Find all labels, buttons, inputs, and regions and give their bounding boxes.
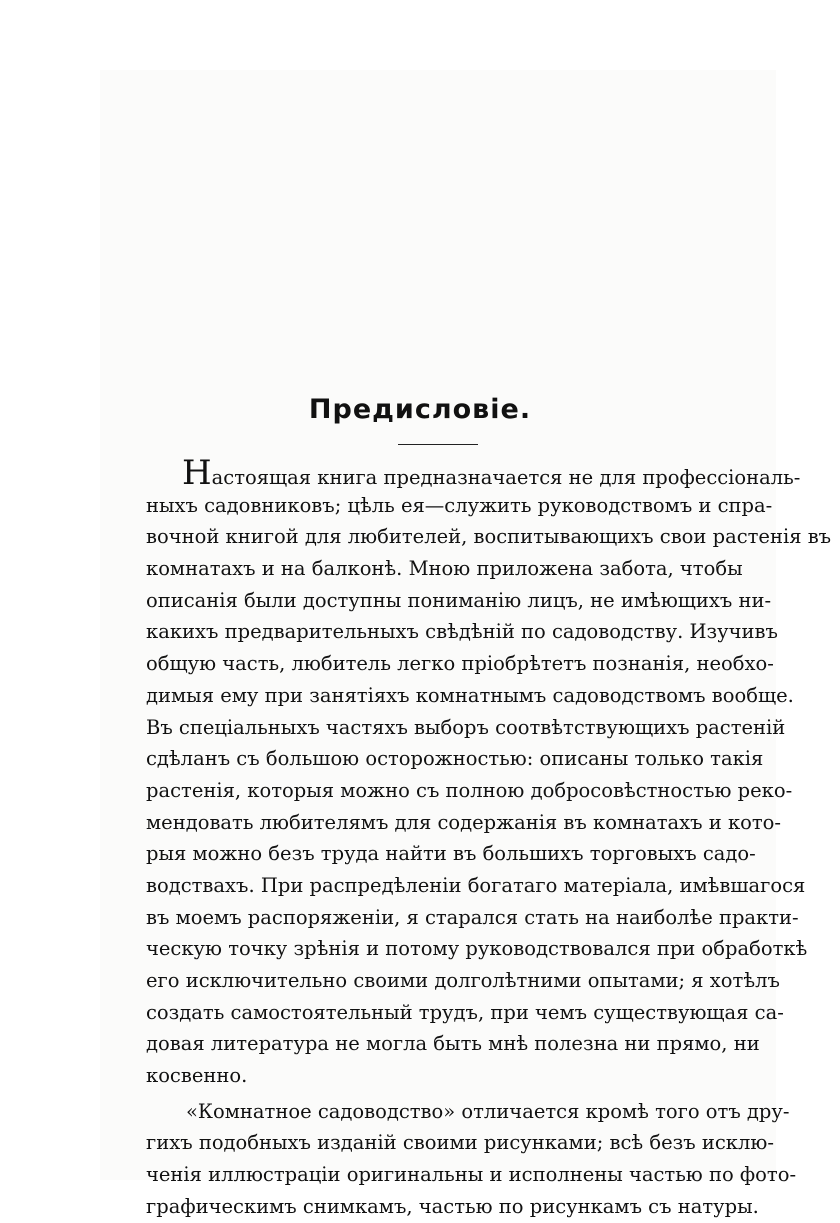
text-line: въ моемъ распоряженіи, я старался стать на наиболѣе практи- (146, 905, 799, 929)
text-line: Настоящая книга предназначается не для профессіональ- (182, 453, 801, 493)
text-line: Въ спеціальныхъ частяхъ выборъ соотвѣтствующихъ растеній (146, 715, 786, 739)
text-line: довая литература не могла быть мнѣ полезна ни прямо, ни (146, 1032, 760, 1056)
text-line: водствахъ. При распредѣленіи богатаго матеріала, имѣвшагося (146, 873, 806, 897)
text-line: димыя ему при занятіяхъ комнатнымъ садоводствомъ вообще. (146, 683, 794, 707)
title-divider (398, 444, 478, 445)
text-line: описанія были доступны пониманію лицъ, не имѣющихъ ни- (146, 588, 772, 612)
preface-text (146, 453, 832, 1223)
text-line: комнатахъ и на балконѣ. Мною приложена забота, чтобы (146, 557, 743, 581)
text-line: ченія иллюстраціи оригинальны и исполнены частью по фото- (146, 1163, 797, 1187)
text-line: ныхъ садовниковъ; цѣль ея—служить руководствомъ и спра- (146, 493, 773, 517)
text-line: косвенно. (146, 1064, 248, 1088)
text-line: ческую точку зрѣнія и потому руководствовался при обработкѣ (146, 937, 808, 961)
text-line: какихъ предварительныхъ свѣдѣній по садоводству. Изучивъ (146, 620, 778, 644)
text-line: рыя можно безъ труда найти въ большихъ торговыхъ садо- (146, 842, 756, 866)
drop-cap: Н (182, 453, 212, 493)
page-title: Предисловіе. (308, 394, 532, 425)
text-line: вочной книгой для любителей, воспитывающихъ свои растенія въ (146, 525, 832, 549)
text-line: сдѣланъ съ большою осторожностью: описаны только такія (146, 747, 764, 771)
text-line: его исключительно своими долголѣтними опытами; я хотѣлъ (146, 969, 780, 992)
text-line: гихъ подобныхъ изданій своими рисунками; всѣ безъ исклю- (146, 1131, 774, 1155)
text-line: мендовать любителямъ для содержанія въ комнатахъ и кото- (146, 810, 781, 834)
text-line: графическимъ снимкамъ, частью по рисункамъ съ натуры. (146, 1194, 759, 1218)
text-line: создать самостоятельный трудъ, при чемъ существующая са- (146, 1000, 784, 1024)
text-line: общую часть, любитель легко пріобрѣтетъ познанія, необхо- (146, 652, 774, 676)
text-line: растенія, которыя можно съ полною добросовѣстностью реко- (146, 778, 793, 802)
text-line: «Комнатное садоводство» отличается кромѣ того отъ дру- (186, 1099, 790, 1123)
